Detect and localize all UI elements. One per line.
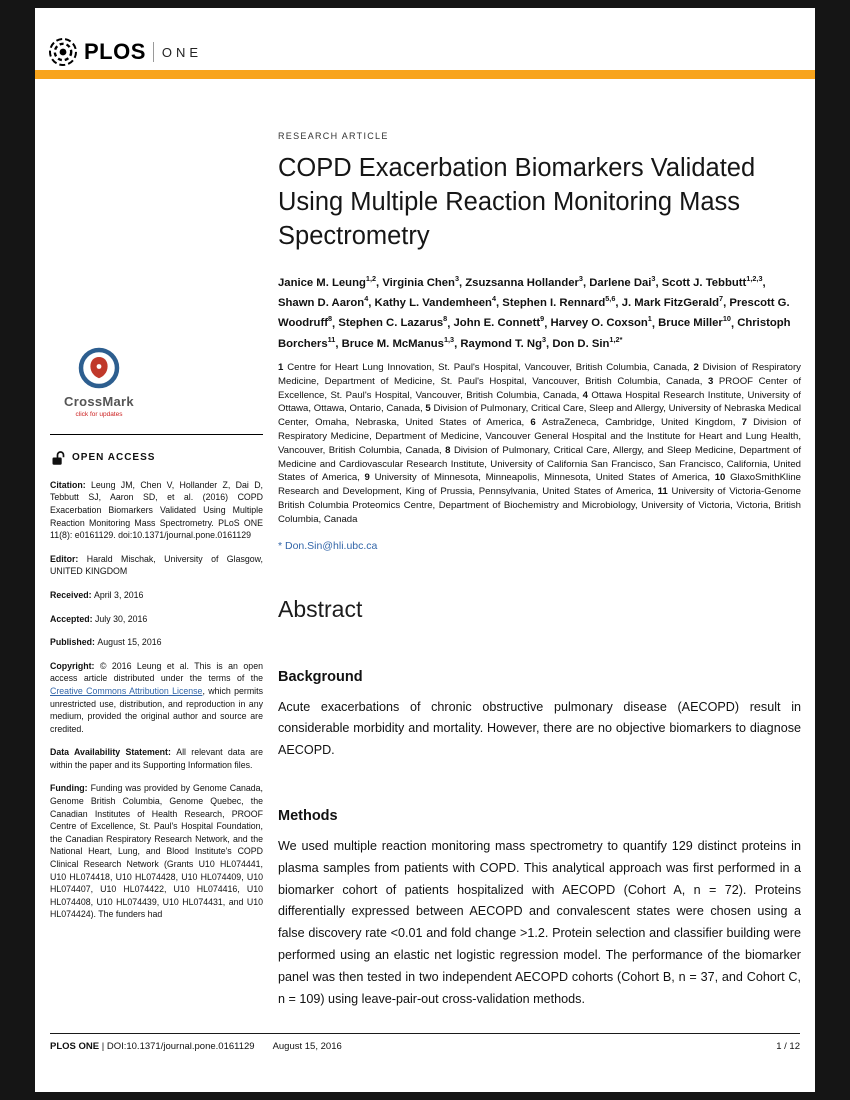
author-name: Bruce M. McManus$^{1,3}$ bbox=[341, 334, 455, 350]
author-name: Christoph Borchers$^{11}$ bbox=[278, 317, 791, 350]
section-text-background: Acute exacerbations of chronic obstructive pulmonary disease (AECOPD) result in considerable morbidity and mortality. However, there are no objective biomarkers to diagnose AECOPD. bbox=[278, 699, 801, 758]
copyright-label: Copyright: bbox=[50, 660, 100, 671]
article-page bbox=[35, 8, 815, 1092]
plos-logo bbox=[48, 36, 202, 68]
sidebar-divider bbox=[50, 434, 263, 435]
footer-page-number: 1 / 12 bbox=[776, 1041, 800, 1052]
copyright-block bbox=[50, 660, 263, 736]
author-list: Janice M. Leung$^{1,2}$, Virginia Chen$^3$, Zsuzsanna Hollander$^3$, Darlene Dai$^3$, Scott J. Tebbutt$^{1,2,3}$, Shawn D. Aaron$^4$, Kathy L. Vandemheen$^4$, Stephen I. Rennard$^{5,6}$, J. Mark FitzGerald$^7$, Prescott G. Woodruff$^8$, Stephen C. Lazarus$^8$, John E. Connett$^9$, Harvey O. Coxson$^1$, Bruce Miller$^{10}$, Christoph Borchers$^{11}$, Bruce M. McManus$^{1,3}$, Raymond T. Ng$^3$, Don D. Sin$^{1,2*}$ bbox=[278, 274, 791, 350]
header-accent-bar bbox=[35, 70, 815, 79]
footer-date: August 15, 2016 bbox=[272, 1041, 342, 1052]
corresponding-email-link[interactable]: * Don.Sin@hli.ubc.ca bbox=[278, 539, 378, 552]
abstract-section-methods bbox=[278, 808, 801, 1010]
open-access-row bbox=[52, 451, 263, 466]
footer-journal: PLOS ONE bbox=[50, 1041, 100, 1052]
received-label: Received: bbox=[50, 589, 95, 600]
data-availability-label: Data Availability Statement: bbox=[50, 747, 177, 758]
author-name: Raymond T. Ng$^3$ bbox=[460, 334, 547, 350]
logo-divider bbox=[153, 42, 154, 62]
funding-text: Funding was provided by Genome Canada, Genome British Columbia, Genome Quebec, the Canadian Institutes of Health Research, PROOF Centre of Excellence, St. Paul's Hospital Foundation, the Canadian Respiratory Research Network, and the National Heart, Lung, and Blood Institute's COPD Clinical Research Network (Grants U10 HL074441, U10 HL074418, U10 HL074428, U10 HL074409, U10 HL074407, U10 HL074422, U10 HL074416, U10 HL074408, U10 HL074439, U10 HL074431, and U10 HL074424). The funders had bbox=[50, 783, 263, 920]
editor-block bbox=[50, 553, 263, 578]
funding-block bbox=[50, 782, 263, 921]
published-date: August 15, 2016 bbox=[97, 637, 162, 648]
crossmark-subtitle: click for updates bbox=[75, 411, 123, 419]
corresponding-email-line bbox=[278, 540, 801, 552]
editor-text: Harald Mischak, University of Glasgow, UNITED KINGDOM bbox=[50, 553, 263, 577]
author-name: Stephen C. Lazarus$^8$ bbox=[338, 314, 448, 330]
article-main bbox=[278, 131, 801, 1010]
author-name: Don D. Sin$^{1,2*}$ bbox=[552, 334, 623, 350]
author-name: J. Mark FitzGerald$^7$ bbox=[621, 294, 724, 310]
citation-text: Leung JM, Chen V, Hollander Z, Dai D, Tebbutt SJ, Aaron SD, et al. (2016) COPD Exacerbation Biomarkers Validated Using Multiple Reaction Monitoring Mass Spectrometry. PLoS ONE 11(8): e0161129. doi:10.1371/journal.pone.0161129 bbox=[50, 479, 263, 541]
author-name: Prescott G. Woodruff$^8$ bbox=[278, 297, 790, 330]
journal-name: ONE bbox=[161, 44, 203, 60]
section-heading-background: Background bbox=[278, 668, 363, 685]
abstract-heading: Abstract bbox=[278, 595, 363, 622]
author-name: Shawn D. Aaron$^4$ bbox=[278, 294, 369, 310]
published-block bbox=[50, 636, 263, 649]
author-name: John E. Connett$^9$ bbox=[453, 314, 545, 330]
accepted-date: July 30, 2016 bbox=[94, 613, 148, 624]
crossmark-title: CrossMark bbox=[64, 393, 134, 409]
funding-label: Funding: bbox=[50, 783, 91, 794]
crossmark-badge[interactable] bbox=[54, 346, 144, 422]
author-name: Scott J. Tebbutt$^{1,2,3}$ bbox=[661, 274, 763, 289]
open-access-label: OPEN ACCESS bbox=[72, 451, 156, 463]
author-name: Bruce Miller$^{10}$ bbox=[658, 314, 731, 330]
footer-divider bbox=[50, 1033, 800, 1034]
section-heading-methods: Methods bbox=[278, 808, 338, 825]
article-title: COPD Exacerbation Biomarkers Validated Using Multiple Reaction Monitoring Mass Spectrometry bbox=[278, 154, 756, 250]
abstract-section-background bbox=[278, 669, 801, 762]
section-text-methods: We used multiple reaction monitoring mass spectrometry to quantify 129 distinct proteins in plasma samples from patients with COPD. This analytical approach was first performed in a biomarker cohort of patients hospitalized with AECOPD (Cohort A, n = 72). Proteins differentially expressed between AECOPD and convalescent states were chosen using a false discovery rate <0.01 and fold change >1.2. Protein selection and classifier building were performed using an elastic net logistic regression model. The performance of the biomarker panel was then tested in two independent AECOPD cohorts (Cohort B, n = 37, and Cohort C, n = 109) using leave-pair-out cross-validation methods. bbox=[278, 839, 801, 1006]
sidebar bbox=[50, 346, 263, 932]
copyright-text-pre: © 2016 Leung et al. This is an open access article distributed under the terms of the bbox=[50, 660, 263, 684]
citation-block bbox=[50, 479, 263, 542]
footer-doi: | DOI:10.1371/journal.pone.0161129 bbox=[99, 1041, 255, 1052]
editor-label: Editor: bbox=[50, 553, 87, 564]
affiliation-list: 1 Centre for Heart Lung Innovation, St. Paul's Hospital, Vancouver, British Columbia, Canada, 2 Division of Respiratory Medicine, Department of Medicine, St. Paul's Hospital, Vancouver, British Columbia, Canada, 3 PROOF Center of Excellence, St. Paul's Hospital, Vancouver, British Columbia, Canada, 4 Ottawa Hospital Research Institute, University of Ottawa, Ottawa, Ontario, Canada, 5 Division of Pulmonary, Critical Care, Sleep and Allergy, University of Nebraska Medical Center, Omaha, Nebraska, United States of America, 6 AstraZeneca, Cambridge, United Kingdom, 7 Division of Respiratory Medicine, Department of Medicine, Vancouver General Hospital and the Institute for Heart and Lung Health, Vancouver, British Columbia, Canada, 8 Division of Pulmonary, Critical Care, Allergy, and Sleep Medicine, Department of Medicine and Cardiovascular Research Institute, University of California San Francisco, San Francisco, California, United States of America, 9 University of Minnesota, Minneapolis, Minnesota, United States of America, 10 GlaxoSmithKline Research and Development, King of Prussia, Pennsylvania, United States of America, 11 University of Victoria-Genome British Columbia Proteomics Centre, Department of Biochemistry and Microbiology, University of Victoria, Victoria, British Columbia, Canada bbox=[278, 362, 801, 525]
author-name: Janice M. Leung$^{1,2}$ bbox=[278, 274, 377, 289]
data-availability-text: All relevant data are within the paper and its Supporting Information files. bbox=[50, 747, 263, 770]
accepted-label: Accepted: bbox=[50, 613, 95, 624]
data-availability-block bbox=[50, 746, 263, 771]
author-name: Virginia Chen$^3$ bbox=[382, 274, 459, 289]
open-lock-icon bbox=[52, 451, 65, 466]
cc-license-link[interactable]: Creative Commons Attribution License bbox=[50, 685, 203, 696]
received-date: April 3, 2016 bbox=[94, 589, 144, 600]
plos-logo-icon bbox=[48, 37, 78, 67]
citation-label: Citation: bbox=[50, 479, 92, 490]
published-label: Published: bbox=[50, 637, 98, 648]
author-name: Stephen I. Rennard$^{5,6}$ bbox=[502, 294, 616, 310]
author-name: Darlene Dai$^3$ bbox=[589, 274, 656, 289]
author-name: Kathy L. Vandemheen$^4$ bbox=[374, 294, 497, 310]
author-name: Zsuzsanna Hollander$^3$ bbox=[465, 274, 583, 289]
footer-left bbox=[50, 1041, 342, 1052]
copyright-text-post: , which permits unrestricted use, distribution, and reproduction in any medium, provided the original author and source are credited. bbox=[50, 685, 263, 734]
footer bbox=[50, 1041, 800, 1052]
plos-wordmark: PLOS bbox=[84, 39, 146, 64]
crossmark-icon bbox=[77, 346, 121, 390]
author-name: Harvey O. Coxson$^1$ bbox=[550, 314, 652, 330]
article-type-kicker: RESEARCH ARTICLE bbox=[278, 131, 389, 141]
received-block bbox=[50, 589, 263, 602]
accepted-block bbox=[50, 613, 263, 626]
